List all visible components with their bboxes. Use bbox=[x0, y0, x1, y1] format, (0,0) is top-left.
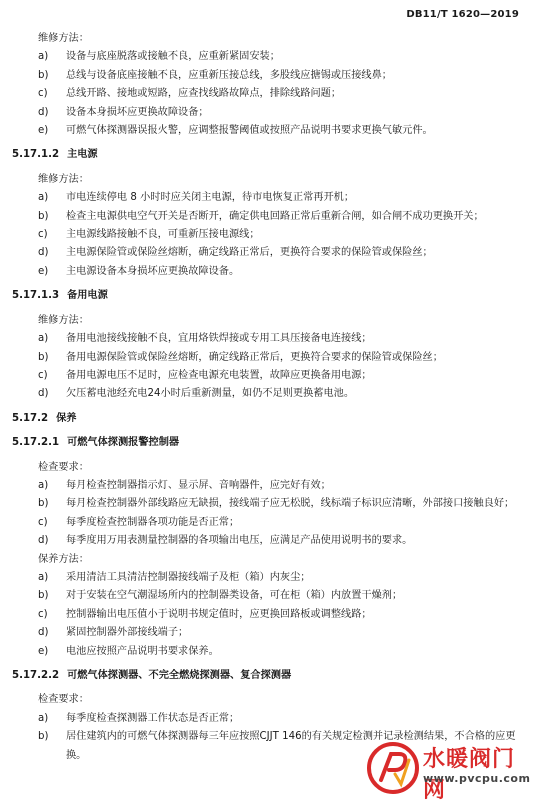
list-item-marker: c) bbox=[38, 608, 48, 620]
list-item bbox=[12, 67, 530, 85]
list-item bbox=[12, 48, 530, 66]
list-item bbox=[12, 122, 530, 140]
list-item bbox=[12, 85, 530, 103]
list-item bbox=[12, 514, 530, 532]
list-item-marker: c) bbox=[38, 369, 48, 381]
section-number: 5.17.2.1 bbox=[12, 437, 60, 449]
list-item-text: 对于安装在空气潮湿场所内的控制器类设备，可在柜（箱）内放置干燥剂； bbox=[66, 590, 403, 602]
list-item-text: 设备本身损坏应更换故障设备； bbox=[66, 106, 209, 118]
list-item-text: 每季度用万用表测量控制器的各项输出电压，应满足产品使用说明书的要求。 bbox=[66, 535, 413, 547]
list-item-text: 主电源设备本身损坏应更换故障设备。 bbox=[66, 265, 240, 277]
list-item-marker: e) bbox=[38, 645, 49, 657]
list-item bbox=[12, 244, 530, 262]
list-item bbox=[12, 569, 530, 587]
section-title: 保养 bbox=[56, 412, 77, 424]
list-item-text: 备用电池接线接触不良，宜用烙铁焊接或专用工具压接备电连接线； bbox=[66, 333, 372, 345]
section-title: 可燃气体探测器、不完全燃烧探测器、复合探测器 bbox=[67, 670, 292, 681]
section-heading bbox=[12, 410, 530, 428]
list-item-text: 备用电源保险管或保险丝熔断，确定线路正常后，更换符合要求的保险管或保险丝； bbox=[66, 351, 443, 363]
list-item bbox=[12, 330, 530, 348]
section-label: 维修方法： bbox=[38, 33, 89, 44]
list-item-marker: a) bbox=[38, 712, 49, 724]
list-item-text: 每季度检查探测器工作状态是否正常； bbox=[66, 712, 240, 724]
list-item-marker: a) bbox=[38, 192, 49, 204]
section-number: 5.17.1.3 bbox=[12, 290, 60, 302]
list-item-text: 市电连续停电 8 小时时应关闭主电源，待市电恢复正常再开机； bbox=[66, 192, 355, 204]
list-item-marker: b) bbox=[38, 351, 49, 363]
list-item-marker: b) bbox=[38, 590, 49, 602]
section-number: 5.17.2 bbox=[12, 412, 49, 424]
section-heading bbox=[12, 146, 530, 164]
section-number: 5.17.1.2 bbox=[12, 149, 60, 161]
list-item-marker: d) bbox=[38, 535, 49, 547]
section-label: 维修方法： bbox=[38, 173, 89, 185]
list-item-text: 设备与底座脱落或接触不良，应重新紧固安装； bbox=[66, 51, 280, 63]
list-item bbox=[12, 495, 530, 513]
section-label: 检查要求： bbox=[38, 694, 89, 706]
list-item bbox=[12, 477, 530, 495]
list-item-marker: d) bbox=[38, 388, 49, 400]
list-item bbox=[12, 226, 530, 244]
list-item-marker: c) bbox=[38, 229, 48, 241]
list-item-marker: e) bbox=[38, 265, 49, 277]
watermark-title: 水暖阀门网 bbox=[423, 747, 516, 803]
watermark-url: www.pvcpu.com bbox=[423, 772, 531, 785]
section-title: 可燃气体探测报警控制器 bbox=[67, 437, 180, 449]
list-item-marker: b) bbox=[38, 210, 49, 222]
list-item-text: 主电源线路接触不良，可重新压接电源线； bbox=[66, 229, 260, 241]
list-item bbox=[12, 208, 530, 226]
list-item-text: 每月检查控制器指示灯、显示屏、音响器件，应完好有效； bbox=[66, 479, 331, 491]
list-item bbox=[12, 710, 530, 728]
list-item-text: 居住建筑内的可燃气体探测器每三年应按照CJJT 146的有关规定检测并记录检测结果，不合格的应更换。 bbox=[66, 731, 516, 761]
list-item bbox=[12, 532, 530, 550]
pv-logo-icon bbox=[365, 740, 421, 796]
list-item-text: 每季度检查控制器各项功能是否正常； bbox=[66, 516, 240, 528]
section-heading bbox=[12, 287, 530, 305]
list-item-text: 每月检查控制器外部线路应无缺损，接线端子应无松脱，线标端子标识应清晰，外部接口接触良好； bbox=[66, 498, 515, 510]
list-item bbox=[12, 189, 530, 207]
section-heading bbox=[12, 667, 530, 685]
section-label: 维修方法： bbox=[38, 314, 89, 326]
list-item bbox=[12, 385, 530, 403]
list-item-text: 主电源保险管或保险丝熔断，确定线路正常后，更换符合要求的保险管或保险丝； bbox=[66, 247, 433, 259]
list-item bbox=[12, 263, 530, 281]
list-item-text: 电池应按照产品说明书要求保养。 bbox=[66, 645, 219, 657]
list-item-marker: b) bbox=[38, 498, 49, 510]
list-item-text: 欠压蓄电池经充电24小时后重新测量，如仍不足则更换蓄电池。 bbox=[66, 388, 355, 400]
section-heading bbox=[12, 434, 530, 452]
list-item-marker: c) bbox=[38, 516, 48, 528]
section-title: 备用电源 bbox=[67, 290, 108, 302]
list-item-marker: a) bbox=[38, 571, 49, 583]
list-item bbox=[12, 587, 530, 605]
list-item-marker: d) bbox=[38, 627, 49, 639]
list-item bbox=[12, 624, 530, 642]
list-item-text: 总线与设备底座接触不良，应重新压接总线，多股线应搪锡或压接线鼻； bbox=[66, 69, 392, 81]
list-item bbox=[12, 104, 530, 122]
standard-code: DB11/T 1620—2019 bbox=[406, 9, 519, 20]
list-item-text: 可燃气体探测器误报火警，应调整报警阈值或按照产品说明书要求更换气敏元件。 bbox=[66, 125, 433, 137]
watermark bbox=[365, 740, 535, 803]
section-label: 保养方法： bbox=[38, 553, 89, 565]
list-item-marker: d) bbox=[38, 106, 49, 118]
section-label: 检查要求： bbox=[38, 461, 89, 473]
list-item-marker: a) bbox=[38, 479, 49, 491]
list-item-text: 紧固控制器外部接线端子； bbox=[66, 627, 189, 639]
list-item-marker: d) bbox=[38, 247, 49, 259]
list-item bbox=[12, 349, 530, 367]
list-item-marker: e) bbox=[38, 125, 49, 137]
list-item-text: 控制器输出电压值小于说明书规定值时，应更换回路板或调整线路； bbox=[66, 608, 372, 620]
list-item-marker: b) bbox=[38, 731, 49, 743]
section-number: 5.17.2.2 bbox=[12, 670, 60, 681]
list-item-marker: a) bbox=[38, 51, 49, 63]
list-item-text: 备用电源电压不足时，应检查电源充电装置，故障应更换备用电源； bbox=[66, 369, 372, 381]
document-body bbox=[12, 30, 530, 765]
list-item-text: 总线开路、接地或短路，应查找线路故障点，排除线路问题； bbox=[66, 88, 342, 100]
list-item-text: 检查主电源供电空气开关是否断开，确定供电回路正常后重新合闸，如合闸不成功更换开关； bbox=[66, 210, 484, 222]
list-item bbox=[12, 606, 530, 624]
list-item bbox=[12, 643, 530, 661]
list-item-text: 采用清洁工具清洁控制器接线端子及柜（箱）内灰尘； bbox=[66, 571, 311, 583]
list-item-marker: c) bbox=[38, 88, 48, 100]
section-title: 主电源 bbox=[67, 149, 98, 161]
list-item-marker: a) bbox=[38, 333, 49, 345]
list-item-marker: b) bbox=[38, 69, 49, 81]
list-item bbox=[12, 367, 530, 385]
